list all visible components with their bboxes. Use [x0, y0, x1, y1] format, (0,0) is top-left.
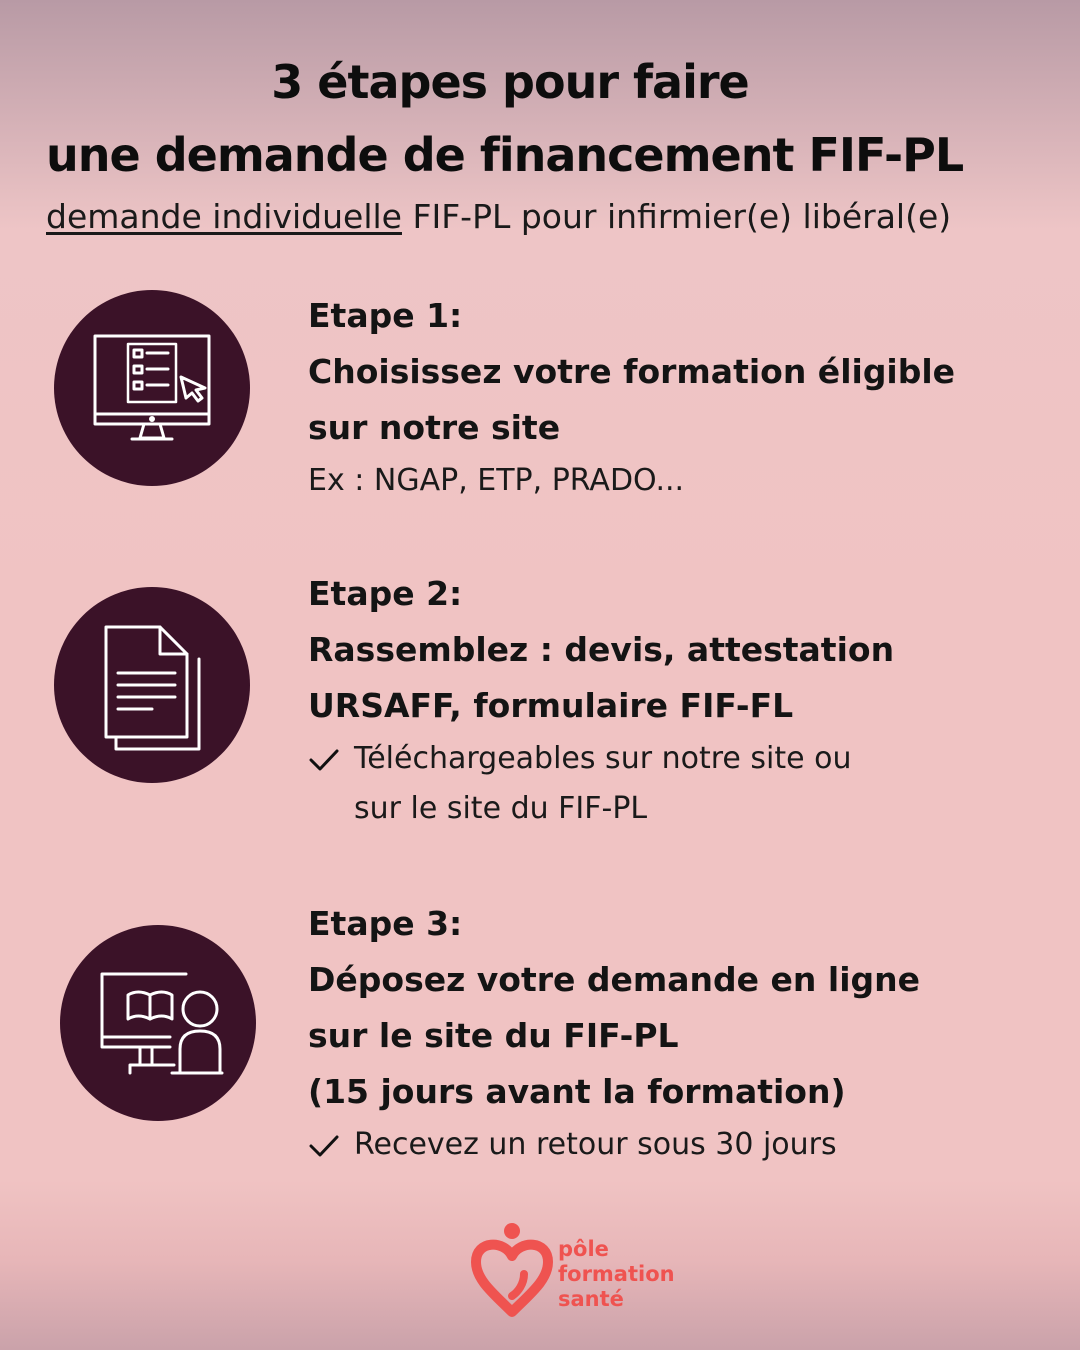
- step-1-line-2: sur notre site: [308, 408, 561, 447]
- step-2-line-1: Rassemblez : devis, attestation: [308, 630, 895, 669]
- step-3-icon-circle: [60, 925, 256, 1121]
- documents-icon: [54, 587, 250, 783]
- step-3-line-3: (15 jours avant la formation): [308, 1072, 846, 1111]
- subtitle: [46, 197, 951, 236]
- check-icon: [308, 1120, 354, 1166]
- step-2-icon-circle: [54, 587, 250, 783]
- step-3-line-1: Déposez votre demande en ligne: [308, 960, 921, 999]
- logo-line-3: santé: [558, 1287, 624, 1311]
- step-3-check-item: [308, 1120, 1008, 1170]
- step-1-note: Ex : NGAP, ETP, PRADO...: [308, 463, 685, 498]
- step-3-check-line-1: Recevez un retour sous 30 jours: [354, 1127, 837, 1162]
- step-2-check-line-1: Téléchargeables sur notre site ou: [354, 741, 852, 776]
- online-learning-icon: [60, 925, 256, 1121]
- pole-formation-sante-logo: [470, 1222, 690, 1322]
- check-icon: [308, 734, 354, 780]
- title-line-2: une demande de financement FIF-PL: [46, 128, 964, 182]
- step-2-check-item: [308, 734, 1008, 834]
- step-2-check-line-2: sur le site du FIF-PL: [354, 791, 648, 826]
- step-2-heading: Etape 2:: [308, 574, 463, 613]
- step-3-heading: Etape 3:: [308, 904, 463, 943]
- logo-line-1: pôle: [558, 1237, 609, 1261]
- logo-text: [558, 1237, 675, 1312]
- title-line-1: 3 étapes pour faire: [271, 55, 749, 109]
- subtitle-underlined: demande individuelle: [46, 197, 402, 236]
- step-1-icon-circle: [54, 290, 250, 486]
- step-3: [308, 896, 1008, 1170]
- step-3-line-2: sur le site du FIF-PL: [308, 1016, 679, 1055]
- logo-line-2: formation: [558, 1262, 675, 1286]
- step-2-line-2: URSAFF, formulaire FIF-FL: [308, 686, 794, 725]
- subtitle-rest: FIF-PL pour infirmier(e) libéral(e): [401, 197, 952, 236]
- step-1-line-1: Choisissez votre formation éligible: [308, 352, 956, 391]
- heart-person-icon: [470, 1222, 554, 1322]
- step-1-heading: Etape 1:: [308, 296, 463, 335]
- step-2: [308, 566, 1008, 834]
- computer-form-icon: [54, 290, 250, 486]
- step-1: [308, 288, 1008, 506]
